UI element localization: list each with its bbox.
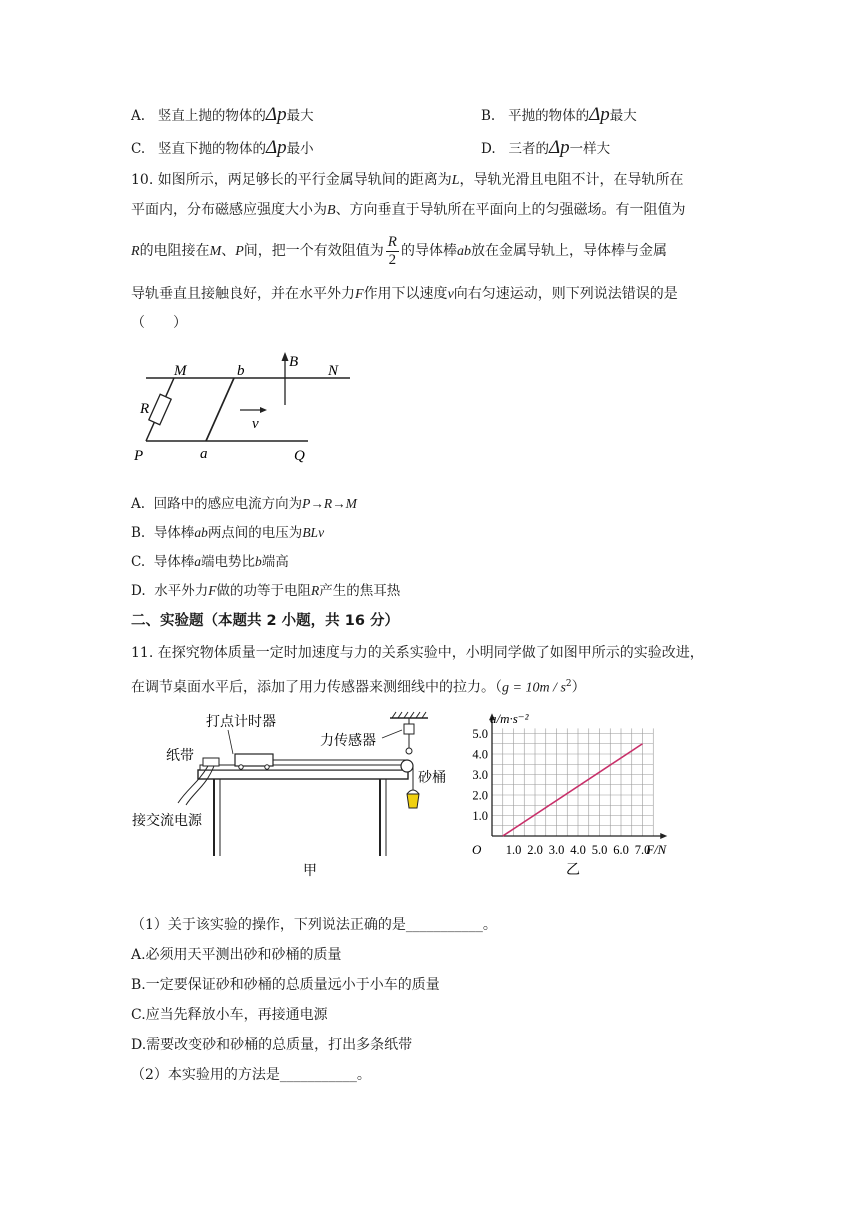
rail-diagram (130, 350, 360, 468)
pulley (401, 760, 413, 772)
q9-option-a: A. 竖直上抛的物体的Δp最大 (131, 104, 314, 125)
label-sensor: 力传感器 (320, 734, 376, 749)
label-p: P (134, 448, 144, 464)
label-bucket: 砂桶 (418, 771, 446, 786)
apparatus-figure (128, 708, 458, 883)
velocity-arrowhead (260, 407, 267, 413)
q11-sub1: （1）关于该实验的操作，下列说法正确的是___________。 (131, 917, 497, 933)
conductor-rod-ab (206, 378, 234, 441)
q10-option-a: A. 回路中的感应电流方向为P→R→M (131, 496, 357, 512)
cart (235, 754, 273, 766)
x-axis-arrow (660, 833, 667, 839)
y-tick-label: 1.0 (472, 809, 488, 823)
series-line (503, 744, 643, 836)
label-power: 接交流电源 (132, 814, 202, 829)
track-board (200, 765, 406, 770)
label-v: v (252, 416, 259, 432)
q10-stem-line1: 10. 如图所示，两足够长的平行金属导轨间的距离为L，导轨光滑且电阻不计，在导轨所在 (131, 172, 684, 188)
q10-stem-line4: 导轨垂直且接触良好，并在水平外力F作用下以速度v向右匀速运动，则下列说法错误的是 (131, 286, 678, 302)
x-tick-label: 6.0 (613, 843, 629, 857)
force-sensor (404, 724, 414, 734)
label-a: a (200, 446, 208, 462)
x-tick-label: 4.0 (570, 843, 586, 857)
b-field-arrowhead (282, 352, 289, 361)
chart-origin: O (472, 842, 482, 857)
x-tick-label: 1.0 (505, 843, 522, 857)
chart-ticks (472, 727, 650, 857)
q11-stem-line2: 在调节桌面水平后，添加了用力传感器来测细线中的拉力。$(g = 10m / s^2)$ (131, 679, 586, 696)
y-tick-label: 3.0 (472, 768, 488, 782)
q11-sub2: （2）本实验用的方法是___________。 (131, 1067, 371, 1083)
label-b: b (237, 363, 245, 379)
figure-caption-jia: 甲 (303, 864, 317, 879)
chart-xlabel: F/N (646, 842, 667, 857)
label-tape: 纸带 (166, 749, 194, 764)
q9-option-d: D. 三者的Δp一样大 (481, 137, 611, 158)
x-tick-label: 3.0 (548, 843, 565, 857)
y-tick-label: 5.0 (472, 727, 488, 741)
figure-caption-yi: 乙 (566, 863, 580, 878)
q10-option-c: C. 导体棒a端电势比b端高 (131, 554, 289, 570)
sensor-pulley (406, 748, 412, 754)
label-timer: 打点计时器 (206, 715, 276, 730)
timer-body (203, 758, 219, 766)
section-heading: 二、实验题（本题共 2 小题，共 16 分） (131, 613, 399, 629)
cart-wheel (265, 765, 269, 769)
q9-option-b: B. 平抛的物体的Δp最大 (481, 104, 637, 125)
y-tick-label: 2.0 (472, 788, 488, 803)
ceiling-hatch (392, 712, 426, 718)
q11-sub1-option-c: C.应当先释放小车，再接通电源 (131, 1007, 328, 1023)
r-over-2-fraction: $\frac{R}{2}$ (387, 233, 397, 268)
y-tick-label: 4.0 (472, 747, 488, 762)
q11-sub1-option-d: D.需要改变砂和砂桶的总质量，打出多条纸带 (131, 1037, 413, 1053)
label-r: R (140, 401, 150, 417)
x-tick-label: 2.0 (527, 843, 543, 857)
chart-ylabel: a/m·s⁻² (490, 711, 529, 726)
q11-sub1-option-a: A.必须用天平测出砂和砂桶的质量 (131, 947, 342, 963)
label-n: N (328, 363, 339, 379)
chart-series (503, 744, 643, 836)
table-top (198, 770, 408, 779)
label-q: Q (294, 448, 305, 464)
sand-bucket (407, 794, 419, 808)
x-tick-label: 7.0 (634, 843, 651, 857)
label-b-field: B (289, 354, 299, 370)
q9-option-c: C. 竖直下抛的物体的Δp最小 (131, 137, 314, 158)
q10-stem-line3: R的电阻接在M、P间，把一个有效阻值为 $\frac{R}{2}$ 的导体棒ab放在金属导轨上，导体棒与金属 (131, 233, 667, 268)
chart-grid (492, 728, 653, 836)
q11-stem-line1: 11. 在探究物体质量一定时加速度与力的关系实验中，小明同学做了如图甲所示的实验改进， (131, 645, 704, 661)
q10-option-d: D. 水平外力F做的功等于电阻R产生的焦耳热 (131, 583, 401, 599)
label-m: M (174, 363, 187, 379)
answer-paren: （ ） (131, 315, 187, 331)
resistor-r (149, 394, 171, 424)
q10-option-b: B. 导体棒ab两点间的电压为BLv (131, 525, 325, 541)
x-tick-label: 5.0 (591, 843, 608, 857)
a-f-chart (460, 706, 690, 886)
cart-wheel (239, 765, 243, 769)
q11-sub1-option-b: B.一定要保证砂和砂桶的总质量远小于小车的质量 (131, 977, 440, 993)
q10-stem-line2: 平面内，分布磁感应强度大小为B、方向垂直于导轨所在平面向上的匀强磁场。有一阻值为 (131, 202, 686, 218)
